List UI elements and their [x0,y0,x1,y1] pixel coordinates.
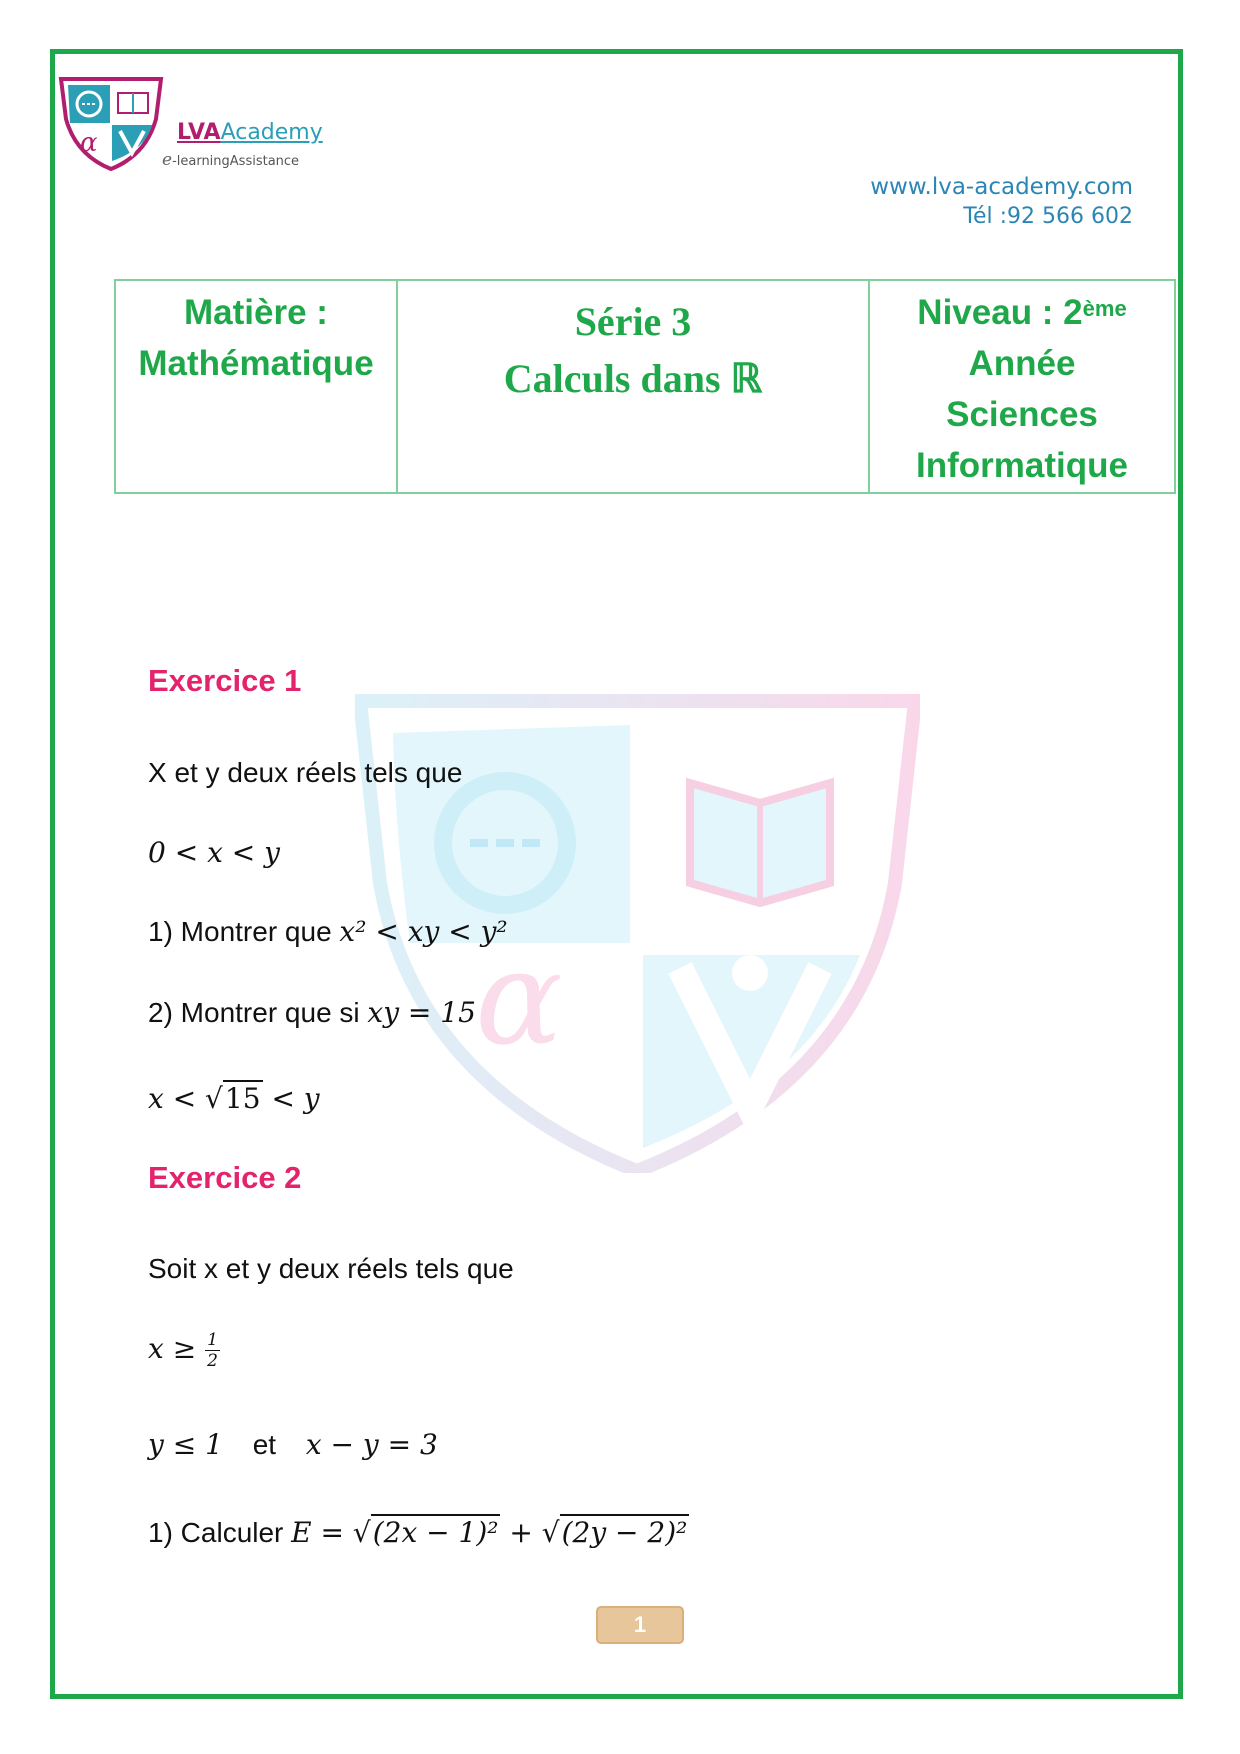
exercise-1-condition: 0 < x < y [148,836,280,869]
subject-value: Mathématique [138,344,374,383]
exercise-2-intro: Soit x et y deux réels tels que [148,1253,514,1284]
exercise-2-condition-2 [148,1428,438,1461]
cond1-left: x ≥ [148,1332,206,1365]
cond1-fraction [205,1330,220,1371]
brand-e: e [162,150,173,170]
brand-academy: Academy [220,120,323,145]
header-table [114,279,1176,494]
series-topic: Calculs dans ℝ [503,356,763,401]
level-ordinal: ème [1082,296,1127,321]
cond1-numerator: 1 [207,1330,218,1350]
subject-label: Matière : [184,293,328,332]
brand-tagline-text: -learningAssistance [172,154,300,169]
e2q1-radicand-1: (2x − 1)² [372,1516,499,1549]
cond2-et: et [252,1429,277,1460]
e2q1-plus: + √ [500,1516,560,1549]
exercise-1-result [148,1080,320,1115]
q2-math: xy = 15 [367,996,476,1029]
exercise-1-intro: X et y deux réels tels que [148,757,463,788]
level-label-text: Niveau : 2 [917,293,1083,332]
e2q1-radicand-2: (2y − 2)² [561,1516,688,1549]
level-track-2: Informatique [916,446,1128,485]
series-title: Série 3 [574,299,692,344]
q1-prefix: 1) Montrer que [148,916,340,947]
e2q1-prefix: 1) Calculer [148,1517,292,1548]
series-cell [397,280,869,493]
q2-result-left: x < √ [148,1082,223,1115]
cond2-a: y ≤ 1 [148,1428,223,1461]
page-number: 1 [596,1606,684,1644]
q2-result-right: < y [262,1082,320,1115]
q2-result-radicand: 15 [224,1082,261,1115]
brand-name [177,120,323,145]
contact-info [870,172,1133,232]
exercise-1-question-1 [148,915,508,948]
brand-lva: LVA [177,120,221,145]
q2-prefix: 2) Montrer que si [148,997,368,1028]
level-track-1: Sciences [946,395,1098,434]
svg-text:α: α [475,922,563,1074]
subject-cell [115,280,397,493]
level-label [871,287,1173,338]
cond1-denominator: 2 [207,1351,218,1371]
website-link[interactable]: www.lva-academy.com [870,174,1133,200]
svg-text:α: α [80,128,98,158]
exercise-2-question-1 [148,1514,689,1549]
q1-math: x² < xy < y² [339,915,508,948]
cond2-b: x − y = 3 [305,1428,438,1461]
exercise-1-question-2 [148,996,476,1029]
lva-academy-logo-icon [58,77,164,171]
level-year: Année [968,344,1076,383]
e2q1-left: E = √ [291,1516,371,1549]
exercise-2-title: Exercice 2 [148,1160,302,1195]
phone-number: Tél :92 566 602 [963,204,1133,229]
brand-tagline [162,150,299,170]
level-cell [869,280,1175,493]
exercise-1-title: Exercice 1 [148,663,302,698]
exercise-2-condition-1 [148,1330,220,1371]
